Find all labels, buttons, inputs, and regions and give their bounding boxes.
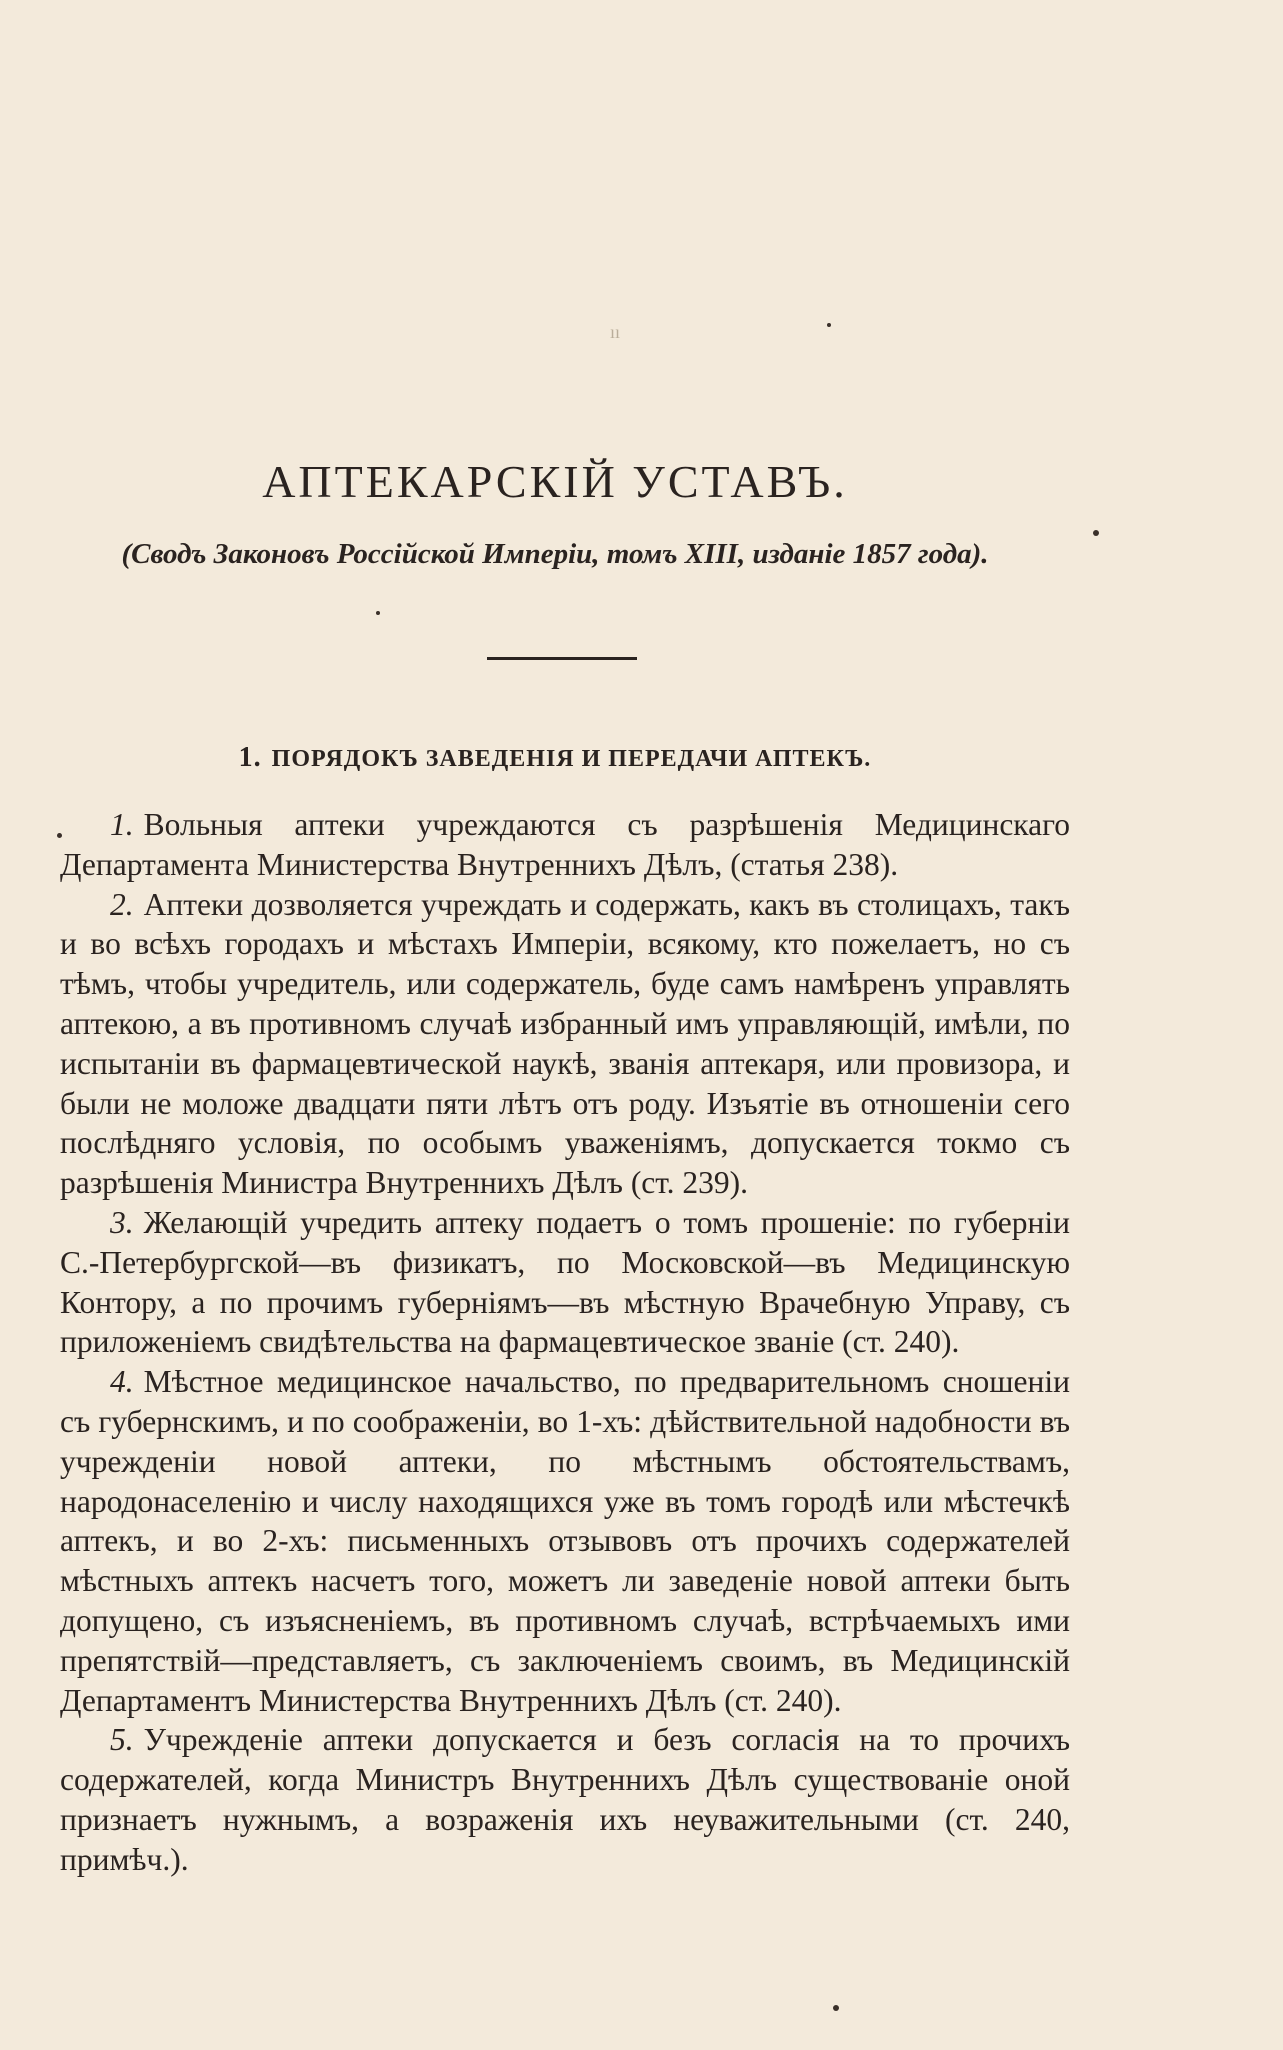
article-text: Учрежденіе аптеки допускается и безъ согласія на то прочихъ содержателей, когда Министръ Внутреннихъ Дѣлъ существованіе оной признаетъ нужнымъ, а возраженія ихъ неуважительными (ст. 240, примѣч.). xyxy=(60,1722,1070,1877)
article-text: Желающій учредить аптеку подаетъ о томъ прошеніе: по губерніи С.-Петербургской—въ физикатъ, по Московской—въ Медицинскую Контору, а по прочимъ губерніямъ—въ мѣстную Врачебную Управу, съ приложеніемъ свидѣтельства на фармацевтическое званіе (ст. 240). xyxy=(60,1204,1070,1360)
article-number: 4. xyxy=(110,1364,134,1400)
article-list xyxy=(60,805,1070,1880)
article-text: Аптеки дозволяется учреждать и содержать, какъ въ столицахъ, такъ и во всѣхъ городахъ и мѣстахъ Имперіи, всякому, кто пожелаетъ, но съ тѣмъ, чтобы учредитель, или содержатель, буде самъ намѣренъ управлять аптекою, а въ противномъ случаѣ избранный имъ управляющій, имѣли, по испытаніи въ фармацевтической наукѣ, званія аптекаря, или провизора, и были не моложе двадцати пяти лѣтъ отъ роду. Изъятіе въ отношеніи сего послѣдняго условія, по особымъ уваженіямъ, допускается токмо съ разрѣшенія Министра Внутреннихъ Дѣлъ (ст. 239). xyxy=(60,886,1070,1201)
article-1 xyxy=(60,805,1070,885)
title-divider xyxy=(487,657,637,660)
folio-mark: ıı xyxy=(610,322,621,342)
article-4 xyxy=(60,1362,1070,1720)
ink-speck xyxy=(57,833,62,838)
article-5 xyxy=(60,1720,1070,1879)
document-title: АПТЕКАРСКІЙ УСТАВЪ. xyxy=(262,456,848,507)
article-number: 3. xyxy=(110,1204,134,1240)
article-3 xyxy=(60,1203,1070,1362)
article-number: 1. xyxy=(110,807,134,842)
article-2 xyxy=(60,885,1070,1203)
ink-speck xyxy=(827,323,831,327)
section-heading xyxy=(0,742,1110,774)
article-number: 5. xyxy=(110,1722,134,1758)
ink-speck xyxy=(1093,530,1099,536)
ink-speck xyxy=(376,611,380,615)
article-text: Вольныя аптеки учреждаются съ разрѣшенія Медицинскаго Департамента Министерства Внутреннихъ Дѣлъ, (статья 238). xyxy=(60,807,1070,882)
document-subtitle: (Сводъ Законовъ Россійской Имперіи, томъ XIII, изданіе 1857 года). xyxy=(121,538,989,570)
section-title: ПОРЯДОКЪ ЗАВЕДЕНІЯ И ПЕРЕДАЧИ АПТЕКЪ. xyxy=(271,746,872,772)
article-text: Мѣстное медицинское начальство, по предварительномъ сношеніи съ губернскимъ, и по соображеніи, во 1-хъ: дѣйствительной надобности въ учрежденіи новой аптеки, по мѣстнымъ обстоятельствамъ, народонаселенію и числу находящихся уже въ томъ городѣ или мѣстечкѣ аптекъ, и во 2-хъ: письменныхъ отзывовъ отъ прочихъ содержателей мѣстныхъ аптекъ насчетъ того, можетъ ли заведеніе новой аптеки быть допущено, съ изъясненіемъ, въ противномъ случаѣ, встрѣчаемыхъ ими препятствій—представляетъ, съ заключеніемъ своимъ, въ Медицинскій Департаментъ Министерства Внутреннихъ Дѣлъ (ст. 240). xyxy=(60,1364,1070,1718)
ink-speck xyxy=(833,2005,839,2011)
article-number: 2. xyxy=(110,886,134,922)
section-number: 1. xyxy=(238,742,262,773)
